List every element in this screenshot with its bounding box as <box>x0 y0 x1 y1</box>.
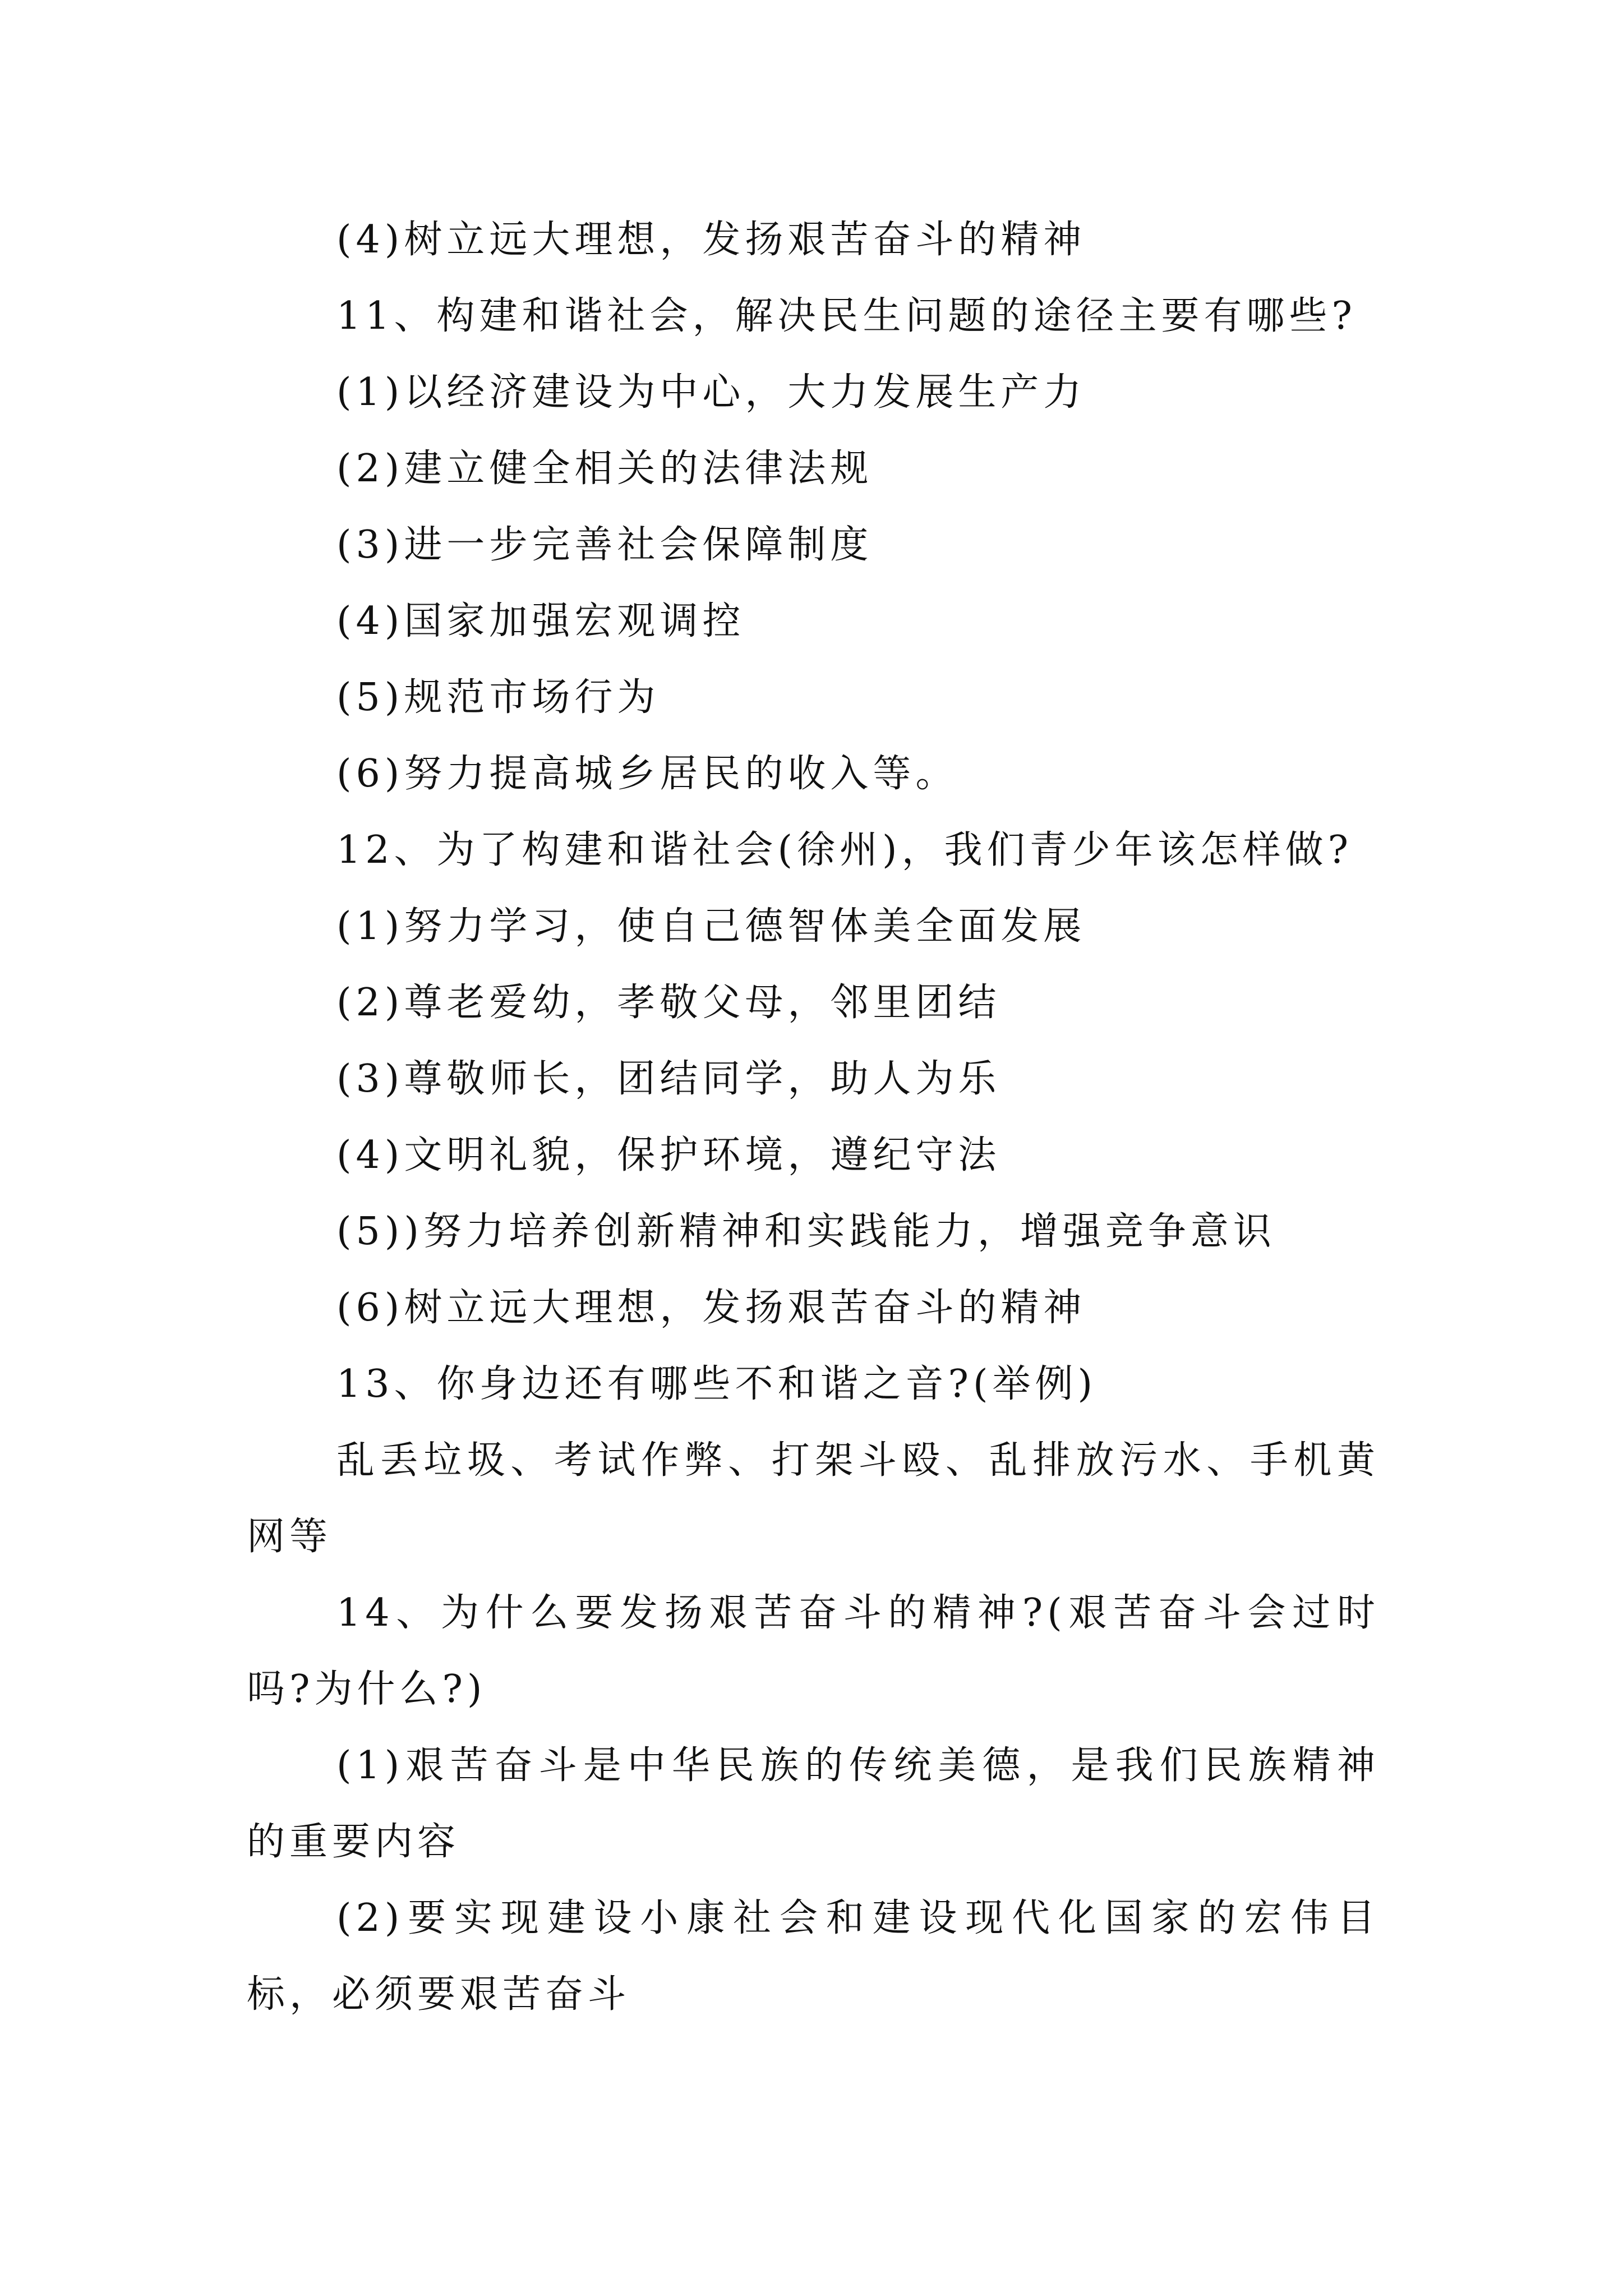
question-line: 12、为了构建和谐社会(徐州)，我们青少年该怎样做? <box>336 828 1353 872</box>
answer-line: (3)进一步完善社会保障制度 <box>336 523 873 567</box>
answer-line: (5)规范市场行为 <box>336 675 660 720</box>
answer-line: (1)以经济建设为中心，大力发展生产力 <box>336 370 1086 415</box>
answer-line: (2)建立健全相关的法律法规 <box>336 447 873 491</box>
answer-line: (2)尊老爱幼，孝敬父母，邻里团结 <box>336 981 1001 1025</box>
answer-paragraph: (2)要实现建设小康社会和建设现代化国家的宏伟目标，必须要艰苦奋斗 <box>247 1896 1380 2017</box>
answer-line: (1)努力学习，使自己德智体美全面发展 <box>336 904 1086 949</box>
answer-paragraph: (1)艰苦奋斗是中华民族的传统美德，是我们民族精神的重要内容 <box>247 1743 1380 1864</box>
answer-line: (3)尊敬师长，团结同学，助人为乐 <box>336 1057 1001 1101</box>
answer-line: (4)树立远大理想，发扬艰苦奋斗的精神 <box>336 218 1086 262</box>
answer-line: (4)国家加强宏观调控 <box>336 599 745 643</box>
answer-line: (4)文明礼貌，保护环境，遵纪守法 <box>336 1133 1001 1177</box>
answer-paragraph: 乱丢垃圾、考试作弊、打架斗殴、乱排放污水、手机黄网等 <box>247 1438 1380 1559</box>
question-paragraph: 14、为什么要发扬艰苦奋斗的精神?(艰苦奋斗会过时吗?为什么?) <box>247 1591 1380 1711</box>
answer-line: (6)树立远大理想，发扬艰苦奋斗的精神 <box>336 1286 1086 1330</box>
question-line: 13、你身边还有哪些不和谐之音?(举例) <box>336 1362 1098 1406</box>
answer-line: (5))努力培养创新精神和实践能力，增强竞争意识 <box>336 1209 1276 1254</box>
document-body <box>247 202 1380 2033</box>
answer-line: (6)努力提高城乡居民的收入等。 <box>336 752 958 796</box>
question-line: 11、构建和谐社会，解决民生问题的途径主要有哪些? <box>336 294 1357 338</box>
